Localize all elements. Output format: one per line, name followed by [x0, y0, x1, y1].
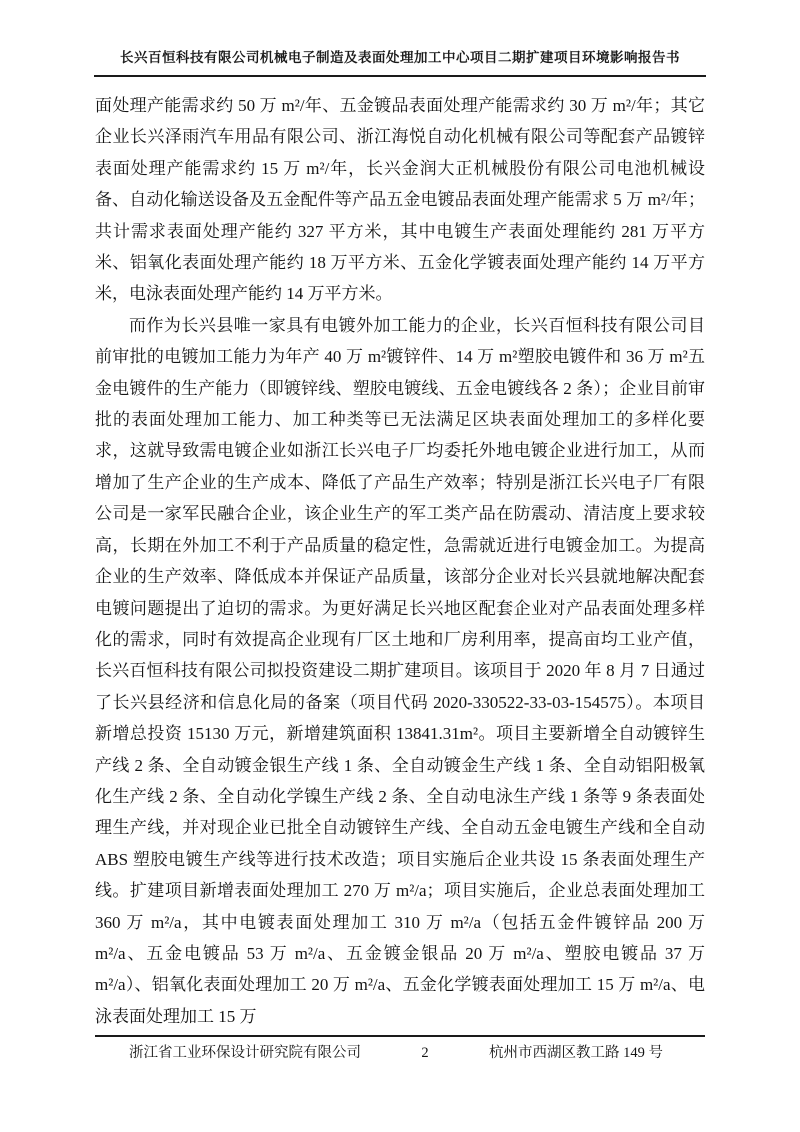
footer-page-number: 2	[421, 1045, 429, 1061]
footer-company: 浙江省工业环保设计研究院有限公司	[129, 1045, 361, 1061]
footer-row	[95, 1037, 705, 1062]
footer-address: 杭州市西湖区教工路 149 号	[489, 1045, 663, 1061]
body-paragraph: 而作为长兴县唯一家具有电镀外加工能力的企业，长兴百恒科技有限公司目前审批的电镀加工能力为年产 40 万 m²镀锌件、14 万 m²塑胶电镀件和 36 万 m²五金电镀件的生产能力（即镀锌线、塑胶电镀线、五金电镀线各 2 条）；企业目前审批的表面处理加工能力、加工种类等已无法满足区块表面处理加工的多样化要求，这就导致需电镀企业如浙江长兴电子厂均委托外地电镀企业进行加工，从而增加了生产企业的生产成本、降低了产品生产效率；特别是浙江长兴电子厂有限公司是一家军民融合企业，该企业生产的军工类产品在防震动、清洁度上要求较高，长期在外加工不利于产品质量的稳定性，急需就近进行电镀金加工。为提高企业的生产效率、降低成本并保证产品质量，该部分企业对长兴县就地解决配套电镀问题提出了迫切的需求。为更好满足长兴地区配套企业对产品表面处理多样化的需求，同时有效提高企业现有厂区土地和厂房利用率，提高亩均工业产值，长兴百恒科技有限公司拟投资建设二期扩建项目。该项目于 2020 年 8 月 7 日通过了长兴县经济和信息化局的备案（项目代码 2020-330522-33-03-154575）。本项目新增总投资 15130 万元，新增建筑面积 13841.31m²。项目主要新增全自动镀锌生产线 2 条、全自动镀金银生产线 1 条、全自动镀金生产线 1 条、全自动铝阳极氧化生产线 2 条、全自动化学镍生产线 2 条、全自动电泳生产线 1 条等 9 条表面处理生产线，并对现企业已批全自动镀锌生产线、全自动五金电镀生产线和全自动 ABS 塑胶电镀生产线等进行技术改造；项目实施后企业共设 15 条表面处理生产线。扩建项目新增表面处理加工 270 万 m²/a；项目实施后，企业总表面处理加工 360 万 m²/a，其中电镀表面处理加工 310 万 m²/a（包括五金件镀锌品 200 万 m²/a、五金电镀品 53 万 m²/a、五金镀金银品 20 万 m²/a、塑胶电镀品 37 万 m²/a）、铝氧化表面处理加工 20 万 m²/a、五金化学镀表面处理加工 15 万 m²/a、电泳表面处理加工 15 万	[95, 315, 705, 1026]
body-text	[95, 90, 705, 1032]
page-header	[0, 46, 800, 66]
header-title: 长兴百恒科技有限公司机械电子制造及表面处理加工中心项目二期扩建项目环境影响报告书	[120, 50, 680, 65]
body-paragraph: 面处理产能需求约 50 万 m²/年、五金镀品表面处理产能需求约 30 万 m²/年；其它企业长兴泽雨汽车用品有限公司、浙江海悦自动化机械有限公司等配套产品镀锌表面处理产能需求约 15 万 m²/年，长兴金润大正机械股份有限公司电池机械设备、自动化输送设备及五金配件等产品五金电镀品表面处理产能需求 5 万 m²/年；共计需求表面处理产能约 327 平方米，其中电镀生产表面处理能约 281 万平方米、铝氧化表面处理产能约 18 万平方米、五金化学镀表面处理产能约 14 万平方米，电泳表面处理产能约 14 万平方米。	[95, 96, 705, 304]
header-divider	[94, 75, 706, 77]
page-footer	[95, 1035, 705, 1062]
